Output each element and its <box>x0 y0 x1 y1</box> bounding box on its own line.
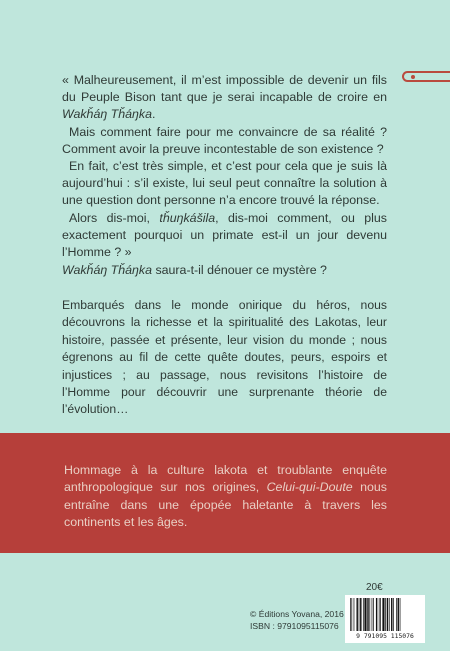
barcode-bars <box>350 598 420 631</box>
copyright-line: © Éditions Yovana, 2016 <box>250 609 344 619</box>
tagline-italic: Celui-qui-Doute <box>266 480 353 495</box>
excerpt-text <box>62 72 387 261</box>
publisher-info <box>250 608 344 632</box>
excerpt-p1-text: « Malheureusement, il m’est impossible de devenir un fils du Peuple Bison tant que je serai incapable de croire en <box>62 73 387 105</box>
tagline-band <box>0 433 450 553</box>
teaser-question <box>62 262 387 279</box>
price-label: 20€ <box>366 582 383 593</box>
question-italic: Wakȟáŋ Tȟáŋka <box>62 263 153 277</box>
summary-paragraph: Embarqués dans le monde onirique du héros, nous découvrons la richesse et la spiritualité des Lakotas, leur histoire, passée et présente, leur vision du monde ; nous égrenons au fil de cette quête doutes, peurs, espoirs et injustices ; au passage, nous revisitons l’histoire de l’Homme pour découvrir une surprenante théorie de l’évolution… <box>62 298 387 417</box>
isbn-line: ISBN : 9791095115076 <box>250 621 339 631</box>
excerpt-paragraph <box>62 72 387 124</box>
excerpt-paragraph: Mais comment faire pour me convaincre de sa réalité ? Comment avoir la preuve incontestable de son existence ? <box>62 124 387 156</box>
excerpt-paragraph: En fait, c’est très simple, et c’est pour cela que je suis là aujourd’hui : s’il existe, lui seul peut connaître la solution à une question dont personne n’a encore trouvé la réponse. <box>62 159 387 208</box>
tagline-end: nous entraîne dans une épopée haletante à travers les continents et les âges. <box>64 480 387 530</box>
excerpt-p1-italic: Wakȟáŋ Tȟáŋka <box>62 107 153 122</box>
barcode <box>345 595 425 643</box>
question-rest: saura-t-il dénouer ce mystère ? <box>152 263 327 277</box>
excerpt-p4-end: , dis-moi comment, ou plus exactement pourquoi un primate est-il un jour devenu l’Homme ? » <box>62 210 387 260</box>
excerpt-p1-end: . <box>152 107 156 122</box>
excerpt-p4-start: Alors dis-moi, <box>69 210 160 225</box>
tagline-text <box>64 462 387 532</box>
tagline-start: Hommage à la culture lakota et troublante enquête anthropologique sur nos origines, <box>64 463 387 495</box>
excerpt-p4-italic: tȟuŋkášila <box>159 210 216 225</box>
barcode-digits: 9 791095 115076 <box>356 632 414 640</box>
excerpt-paragraph <box>62 210 387 262</box>
bookmark-icon <box>402 70 450 84</box>
